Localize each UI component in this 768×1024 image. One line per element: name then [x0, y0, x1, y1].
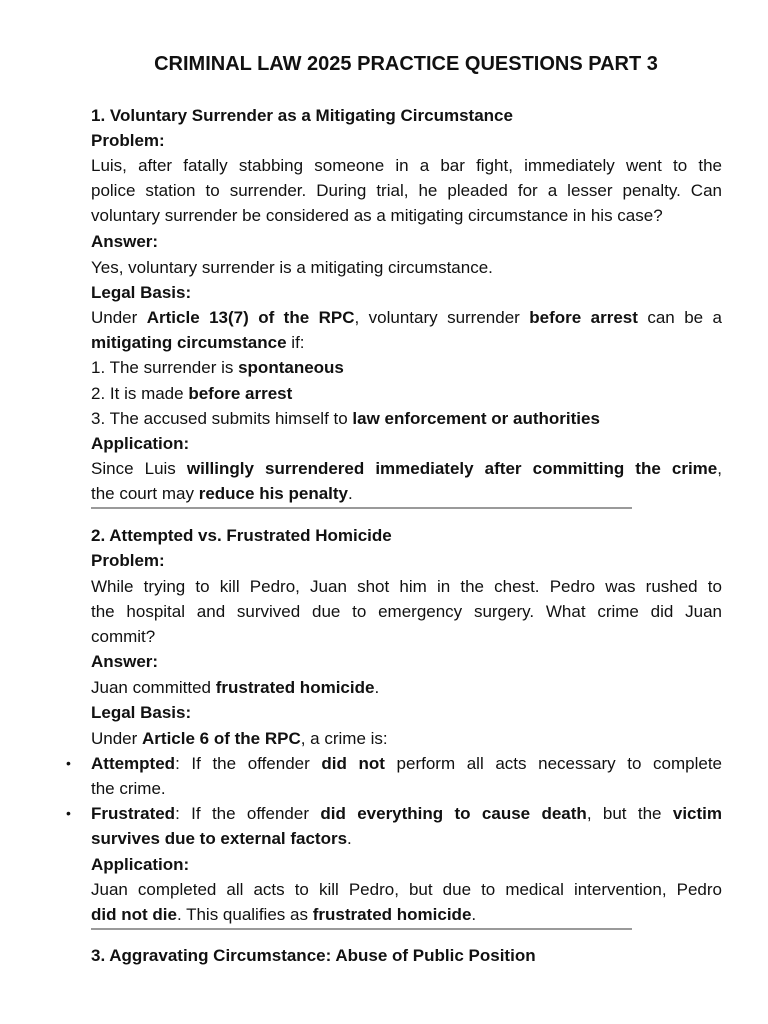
- q2-frustrated-line-2: [91, 826, 722, 851]
- attempted-term: Attempted: [91, 754, 176, 773]
- q1-basis-bold: before arrest: [529, 308, 638, 327]
- q1-application-line-2: [91, 481, 722, 506]
- q2-application-line-1: Juan completed all acts to kill Pedro, but due to medical intervention, Pedro: [91, 880, 722, 899]
- q1-basis-text: if:: [286, 333, 305, 352]
- q2-basis-line: [91, 726, 722, 751]
- q2-attempted-line-1: [91, 751, 722, 776]
- q2-frustrated-line-1: [91, 801, 722, 826]
- q1-condition-3: [91, 406, 722, 431]
- q2-heading: 2. Attempted vs. Frustrated Homicide: [91, 526, 392, 545]
- q1-basis-line-2: [91, 330, 722, 355]
- q2-answer-label: Answer:: [91, 652, 159, 671]
- condition-bold: law enforcement or authorities: [352, 409, 600, 428]
- q2-application-label: Application:: [91, 855, 190, 874]
- q1-basis-bold: mitigating circumstance: [91, 333, 287, 352]
- q2-application-line-2: [91, 902, 722, 927]
- frustrated-bold: victim: [672, 804, 722, 823]
- q2-basis-text: , a crime is:: [300, 729, 388, 748]
- q2-app-bold: did not die: [91, 905, 177, 924]
- q2-answer-plain: .: [374, 678, 380, 697]
- q2-attempted-line-2: the crime.: [91, 779, 166, 798]
- q1-application-line-1: [91, 456, 722, 481]
- bullet-icon: •: [66, 755, 71, 771]
- q1-basis-text: Under: [91, 308, 147, 327]
- q1-basis-text: can be a: [637, 308, 722, 327]
- frustrated-bold: did everything to cause death: [320, 804, 587, 823]
- q1-problem-line-1: Luis, after fatally stabbing someone in a bar fight, immediately went to the: [91, 156, 722, 175]
- q1-app-text: .: [348, 484, 353, 503]
- q1-basis-bold: Article 13(7) of the RPC: [146, 308, 355, 327]
- frustrated-text: .: [347, 829, 352, 848]
- attempted-bold: did not: [321, 754, 385, 773]
- section-divider: [91, 928, 632, 930]
- q2-answer-text: [91, 675, 722, 700]
- q1-application-label: Application:: [91, 434, 190, 453]
- q3-heading: 3. Aggravating Circumstance: Abuse of Public Position: [91, 946, 536, 965]
- q2-legal-basis-label: Legal Basis:: [91, 703, 192, 722]
- q1-app-text: ,: [717, 459, 722, 478]
- q1-heading: 1. Voluntary Surrender as a Mitigating Circumstance: [91, 106, 513, 125]
- q2-answer-bold: frustrated homicide: [215, 678, 375, 697]
- q1-app-bold: reduce his penalty: [198, 484, 348, 503]
- page-title: CRIMINAL LAW 2025 PRACTICE QUESTIONS PART 3: [154, 53, 658, 75]
- bullet-icon: •: [66, 805, 71, 821]
- q1-condition-1: [91, 355, 722, 380]
- q1-legal-basis-label: Legal Basis:: [91, 283, 192, 302]
- q1-problem-line-2: police station to surrender. During trial, he pleaded for a lesser penalty. Can: [91, 181, 722, 200]
- q2-problem-label: Problem:: [91, 551, 165, 570]
- condition-text: 1. The surrender is: [91, 358, 239, 377]
- q1-basis-line-1: [91, 305, 722, 330]
- attempted-text: : If the offender: [175, 754, 322, 773]
- q1-app-text: Since Luis: [91, 459, 187, 478]
- frustrated-text: , but the: [586, 804, 673, 823]
- section-divider: [91, 507, 632, 509]
- frustrated-bold: survives due to external factors: [91, 829, 348, 848]
- condition-text: 3. The accused submits himself to: [91, 409, 353, 428]
- condition-bold: before arrest: [188, 384, 293, 403]
- q1-problem-label: Problem:: [91, 131, 165, 150]
- q1-condition-2: [91, 381, 722, 406]
- q2-app-bold: frustrated homicide: [312, 905, 472, 924]
- condition-bold: spontaneous: [238, 358, 344, 377]
- frustrated-text: : If the offender: [175, 804, 321, 823]
- q1-answer-text: Yes, voluntary surrender is a mitigating circumstance.: [91, 258, 493, 277]
- q1-answer-label: Answer:: [91, 232, 159, 251]
- q1-problem-line-3: voluntary surrender be considered as a mitigating circumstance in his case?: [91, 206, 663, 225]
- q1-app-text: the court may: [91, 484, 199, 503]
- q2-basis-bold: Article 6 of the RPC: [142, 729, 301, 748]
- attempted-text: perform all acts necessary to complete: [384, 754, 722, 773]
- q1-app-bold: willingly surrendered immediately after committing the crime: [186, 459, 718, 478]
- q2-basis-text: Under: [91, 729, 143, 748]
- frustrated-term: Frustrated: [91, 804, 176, 823]
- q1-basis-text: , voluntary surrender: [354, 308, 530, 327]
- q2-app-text: . This qualifies as: [176, 905, 313, 924]
- q2-answer-plain: Juan committed: [91, 678, 216, 697]
- q2-problem-line-1: While trying to kill Pedro, Juan shot him in the chest. Pedro was rushed to: [91, 577, 722, 596]
- q2-problem-line-3: commit?: [91, 627, 156, 646]
- q2-problem-line-2: the hospital and survived due to emergency surgery. What crime did Juan: [91, 602, 722, 621]
- condition-text: 2. It is made: [91, 384, 189, 403]
- q2-app-text: .: [471, 905, 477, 924]
